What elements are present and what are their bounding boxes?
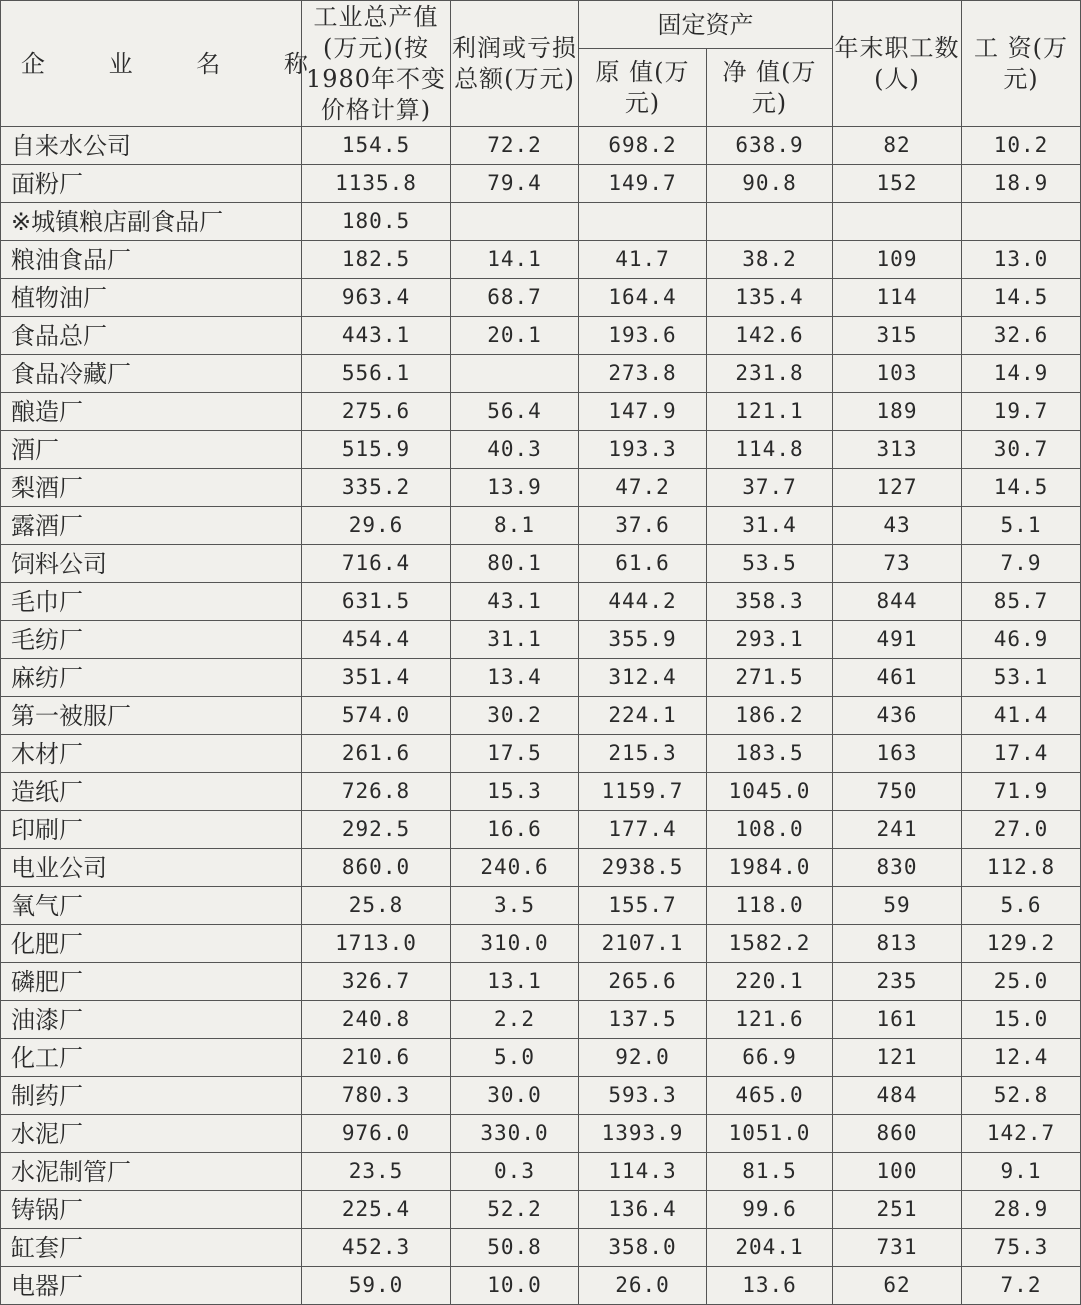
cell-year-end-workers: 127 — [833, 469, 962, 507]
cell-net-value: 13.6 — [707, 1267, 833, 1305]
cell-profit-loss: 80.1 — [451, 545, 579, 583]
cell-original-value: 193.3 — [579, 431, 707, 469]
cell-wages: 25.0 — [962, 963, 1081, 1001]
header-net-value: 净 值(万元) — [707, 49, 833, 127]
table-row — [1, 735, 1081, 773]
cell-net-value: 135.4 — [707, 279, 833, 317]
cell-wages: 14.5 — [962, 469, 1081, 507]
table-row — [1, 507, 1081, 545]
cell-industrial-output: 335.2 — [302, 469, 451, 507]
header-wages: 工 资(万元) — [962, 1, 1081, 127]
header-original-value: 原 值(万元) — [579, 49, 707, 127]
cell-year-end-workers: 121 — [833, 1039, 962, 1077]
cell-year-end-workers: 235 — [833, 963, 962, 1001]
cell-profit-loss: 17.5 — [451, 735, 579, 773]
cell-industrial-output: 716.4 — [302, 545, 451, 583]
cell-wages: 12.4 — [962, 1039, 1081, 1077]
cell-year-end-workers: 109 — [833, 241, 962, 279]
cell-industrial-output: 180.5 — [302, 203, 451, 241]
cell-profit-loss: 8.1 — [451, 507, 579, 545]
cell-profit-loss: 40.3 — [451, 431, 579, 469]
cell-net-value: 638.9 — [707, 127, 833, 165]
cell-net-value: 121.6 — [707, 1001, 833, 1039]
cell-profit-loss: 5.0 — [451, 1039, 579, 1077]
cell-original-value: 355.9 — [579, 621, 707, 659]
cell-wages: 14.5 — [962, 279, 1081, 317]
cell-year-end-workers: 62 — [833, 1267, 962, 1305]
table-row — [1, 1039, 1081, 1077]
cell-enterprise-name: 水泥厂 — [1, 1115, 302, 1153]
cell-profit-loss: 72.2 — [451, 127, 579, 165]
table-row — [1, 583, 1081, 621]
cell-industrial-output: 23.5 — [302, 1153, 451, 1191]
cell-original-value: 273.8 — [579, 355, 707, 393]
cell-original-value: 155.7 — [579, 887, 707, 925]
cell-profit-loss: 79.4 — [451, 165, 579, 203]
cell-industrial-output: 292.5 — [302, 811, 451, 849]
cell-industrial-output: 240.8 — [302, 1001, 451, 1039]
cell-net-value: 183.5 — [707, 735, 833, 773]
cell-wages: 7.9 — [962, 545, 1081, 583]
table-row — [1, 1001, 1081, 1039]
cell-industrial-output: 225.4 — [302, 1191, 451, 1229]
cell-industrial-output: 780.3 — [302, 1077, 451, 1115]
cell-net-value: 358.3 — [707, 583, 833, 621]
cell-net-value: 142.6 — [707, 317, 833, 355]
cell-net-value: 114.8 — [707, 431, 833, 469]
cell-industrial-output: 210.6 — [302, 1039, 451, 1077]
cell-profit-loss: 31.1 — [451, 621, 579, 659]
cell-enterprise-name: 制药厂 — [1, 1077, 302, 1115]
cell-enterprise-name: 毛纺厂 — [1, 621, 302, 659]
cell-wages: 46.9 — [962, 621, 1081, 659]
header-fixed-assets: 固定资产 — [579, 1, 833, 49]
cell-original-value: 312.4 — [579, 659, 707, 697]
cell-enterprise-name: 缸套厂 — [1, 1229, 302, 1267]
cell-industrial-output: 326.7 — [302, 963, 451, 1001]
cell-original-value: 698.2 — [579, 127, 707, 165]
cell-industrial-output: 454.4 — [302, 621, 451, 659]
cell-year-end-workers: 461 — [833, 659, 962, 697]
cell-original-value: 164.4 — [579, 279, 707, 317]
cell-year-end-workers: 59 — [833, 887, 962, 925]
cell-industrial-output: 452.3 — [302, 1229, 451, 1267]
cell-original-value: 2107.1 — [579, 925, 707, 963]
cell-wages: 142.7 — [962, 1115, 1081, 1153]
cell-original-value: 41.7 — [579, 241, 707, 279]
cell-net-value — [707, 203, 833, 241]
table-row — [1, 203, 1081, 241]
cell-profit-loss: 0.3 — [451, 1153, 579, 1191]
cell-original-value: 47.2 — [579, 469, 707, 507]
cell-net-value: 81.5 — [707, 1153, 833, 1191]
cell-year-end-workers: 844 — [833, 583, 962, 621]
cell-industrial-output: 976.0 — [302, 1115, 451, 1153]
cell-wages: 30.7 — [962, 431, 1081, 469]
table-row — [1, 697, 1081, 735]
cell-wages: 71.9 — [962, 773, 1081, 811]
cell-wages: 9.1 — [962, 1153, 1081, 1191]
cell-wages: 129.2 — [962, 925, 1081, 963]
cell-net-value: 90.8 — [707, 165, 833, 203]
cell-industrial-output: 1713.0 — [302, 925, 451, 963]
table-row — [1, 431, 1081, 469]
cell-original-value: 149.7 — [579, 165, 707, 203]
table-row — [1, 317, 1081, 355]
cell-original-value: 193.6 — [579, 317, 707, 355]
cell-year-end-workers: 813 — [833, 925, 962, 963]
cell-profit-loss: 52.2 — [451, 1191, 579, 1229]
cell-year-end-workers: 161 — [833, 1001, 962, 1039]
cell-industrial-output: 860.0 — [302, 849, 451, 887]
cell-net-value: 38.2 — [707, 241, 833, 279]
cell-net-value: 204.1 — [707, 1229, 833, 1267]
cell-year-end-workers — [833, 203, 962, 241]
cell-wages: 15.0 — [962, 1001, 1081, 1039]
cell-wages: 5.6 — [962, 887, 1081, 925]
cell-enterprise-name: ※城镇粮店副食品厂 — [1, 203, 302, 241]
cell-enterprise-name: 梨酒厂 — [1, 469, 302, 507]
cell-enterprise-name: 化肥厂 — [1, 925, 302, 963]
cell-profit-loss: 10.0 — [451, 1267, 579, 1305]
table-row — [1, 621, 1081, 659]
cell-wages: 28.9 — [962, 1191, 1081, 1229]
table-row — [1, 849, 1081, 887]
cell-wages: 85.7 — [962, 583, 1081, 621]
header-enterprise-name: 企 业 名 称 — [1, 1, 302, 127]
cell-enterprise-name: 铸锅厂 — [1, 1191, 302, 1229]
cell-year-end-workers: 315 — [833, 317, 962, 355]
cell-industrial-output: 726.8 — [302, 773, 451, 811]
cell-enterprise-name: 木材厂 — [1, 735, 302, 773]
cell-original-value: 61.6 — [579, 545, 707, 583]
cell-wages: 7.2 — [962, 1267, 1081, 1305]
cell-wages: 17.4 — [962, 735, 1081, 773]
cell-net-value: 37.7 — [707, 469, 833, 507]
cell-year-end-workers: 103 — [833, 355, 962, 393]
table-row — [1, 1153, 1081, 1191]
cell-wages: 27.0 — [962, 811, 1081, 849]
cell-net-value: 1984.0 — [707, 849, 833, 887]
cell-original-value: 1393.9 — [579, 1115, 707, 1153]
cell-original-value: 215.3 — [579, 735, 707, 773]
cell-profit-loss: 2.2 — [451, 1001, 579, 1039]
table-body — [1, 127, 1081, 1305]
cell-net-value: 31.4 — [707, 507, 833, 545]
cell-profit-loss: 330.0 — [451, 1115, 579, 1153]
cell-wages: 32.6 — [962, 317, 1081, 355]
cell-profit-loss: 13.1 — [451, 963, 579, 1001]
cell-wages: 14.9 — [962, 355, 1081, 393]
cell-year-end-workers: 484 — [833, 1077, 962, 1115]
table-row — [1, 811, 1081, 849]
cell-wages: 13.0 — [962, 241, 1081, 279]
cell-wages: 19.7 — [962, 393, 1081, 431]
cell-enterprise-name: 植物油厂 — [1, 279, 302, 317]
cell-enterprise-name: 电器厂 — [1, 1267, 302, 1305]
cell-year-end-workers: 189 — [833, 393, 962, 431]
cell-original-value — [579, 203, 707, 241]
cell-enterprise-name: 化工厂 — [1, 1039, 302, 1077]
cell-enterprise-name: 食品冷藏厂 — [1, 355, 302, 393]
cell-wages: 112.8 — [962, 849, 1081, 887]
cell-profit-loss: 56.4 — [451, 393, 579, 431]
cell-net-value: 66.9 — [707, 1039, 833, 1077]
cell-profit-loss: 50.8 — [451, 1229, 579, 1267]
table-row — [1, 925, 1081, 963]
cell-year-end-workers: 313 — [833, 431, 962, 469]
cell-original-value: 114.3 — [579, 1153, 707, 1191]
cell-profit-loss — [451, 203, 579, 241]
cell-industrial-output: 351.4 — [302, 659, 451, 697]
header-year-end-workers: 年末职工数(人) — [833, 1, 962, 127]
cell-enterprise-name: 麻纺厂 — [1, 659, 302, 697]
cell-original-value: 1159.7 — [579, 773, 707, 811]
cell-profit-loss — [451, 355, 579, 393]
cell-industrial-output: 556.1 — [302, 355, 451, 393]
cell-industrial-output: 154.5 — [302, 127, 451, 165]
cell-original-value: 224.1 — [579, 697, 707, 735]
cell-original-value: 593.3 — [579, 1077, 707, 1115]
cell-wages: 18.9 — [962, 165, 1081, 203]
cell-year-end-workers: 100 — [833, 1153, 962, 1191]
table-row — [1, 887, 1081, 925]
cell-original-value: 137.5 — [579, 1001, 707, 1039]
cell-year-end-workers: 436 — [833, 697, 962, 735]
cell-enterprise-name: 食品总厂 — [1, 317, 302, 355]
cell-enterprise-name: 电业公司 — [1, 849, 302, 887]
cell-industrial-output: 261.6 — [302, 735, 451, 773]
cell-year-end-workers: 750 — [833, 773, 962, 811]
cell-original-value: 177.4 — [579, 811, 707, 849]
header-profit-loss: 利润或亏损总额(万元) — [451, 1, 579, 127]
cell-industrial-output: 275.6 — [302, 393, 451, 431]
cell-profit-loss: 16.6 — [451, 811, 579, 849]
table-row — [1, 127, 1081, 165]
cell-industrial-output: 515.9 — [302, 431, 451, 469]
cell-profit-loss: 13.4 — [451, 659, 579, 697]
cell-enterprise-name: 油漆厂 — [1, 1001, 302, 1039]
cell-wages: 41.4 — [962, 697, 1081, 735]
cell-industrial-output: 1135.8 — [302, 165, 451, 203]
cell-industrial-output: 25.8 — [302, 887, 451, 925]
cell-profit-loss: 14.1 — [451, 241, 579, 279]
cell-original-value: 26.0 — [579, 1267, 707, 1305]
cell-net-value: 53.5 — [707, 545, 833, 583]
cell-enterprise-name: 毛巾厂 — [1, 583, 302, 621]
cell-original-value: 37.6 — [579, 507, 707, 545]
cell-net-value: 465.0 — [707, 1077, 833, 1115]
cell-profit-loss: 310.0 — [451, 925, 579, 963]
cell-year-end-workers: 251 — [833, 1191, 962, 1229]
cell-net-value: 293.1 — [707, 621, 833, 659]
cell-wages: 53.1 — [962, 659, 1081, 697]
cell-net-value: 271.5 — [707, 659, 833, 697]
cell-enterprise-name: 第一被服厂 — [1, 697, 302, 735]
cell-original-value: 358.0 — [579, 1229, 707, 1267]
cell-year-end-workers: 73 — [833, 545, 962, 583]
table-row — [1, 1077, 1081, 1115]
cell-industrial-output: 29.6 — [302, 507, 451, 545]
table-row — [1, 1191, 1081, 1229]
cell-year-end-workers: 163 — [833, 735, 962, 773]
table-row — [1, 393, 1081, 431]
cell-original-value: 92.0 — [579, 1039, 707, 1077]
cell-wages: 5.1 — [962, 507, 1081, 545]
cell-net-value: 108.0 — [707, 811, 833, 849]
cell-industrial-output: 631.5 — [302, 583, 451, 621]
cell-year-end-workers: 114 — [833, 279, 962, 317]
cell-profit-loss: 13.9 — [451, 469, 579, 507]
cell-enterprise-name: 酿造厂 — [1, 393, 302, 431]
cell-net-value: 99.6 — [707, 1191, 833, 1229]
cell-industrial-output: 59.0 — [302, 1267, 451, 1305]
cell-net-value: 186.2 — [707, 697, 833, 735]
table-row — [1, 1229, 1081, 1267]
cell-enterprise-name: 印刷厂 — [1, 811, 302, 849]
cell-year-end-workers: 731 — [833, 1229, 962, 1267]
cell-year-end-workers: 860 — [833, 1115, 962, 1153]
table-row — [1, 545, 1081, 583]
cell-industrial-output: 963.4 — [302, 279, 451, 317]
cell-enterprise-name: 自来水公司 — [1, 127, 302, 165]
cell-enterprise-name: 粮油食品厂 — [1, 241, 302, 279]
table-row — [1, 469, 1081, 507]
cell-industrial-output: 574.0 — [302, 697, 451, 735]
cell-enterprise-name: 面粉厂 — [1, 165, 302, 203]
cell-year-end-workers: 82 — [833, 127, 962, 165]
table-row — [1, 1267, 1081, 1305]
cell-year-end-workers: 43 — [833, 507, 962, 545]
cell-original-value: 265.6 — [579, 963, 707, 1001]
cell-wages — [962, 203, 1081, 241]
cell-net-value: 231.8 — [707, 355, 833, 393]
table-row — [1, 355, 1081, 393]
cell-net-value: 1051.0 — [707, 1115, 833, 1153]
cell-net-value: 118.0 — [707, 887, 833, 925]
cell-industrial-output: 182.5 — [302, 241, 451, 279]
cell-year-end-workers: 830 — [833, 849, 962, 887]
cell-original-value: 136.4 — [579, 1191, 707, 1229]
cell-net-value: 121.1 — [707, 393, 833, 431]
cell-enterprise-name: 饲料公司 — [1, 545, 302, 583]
cell-profit-loss: 15.3 — [451, 773, 579, 811]
table-row — [1, 773, 1081, 811]
cell-profit-loss: 68.7 — [451, 279, 579, 317]
cell-year-end-workers: 152 — [833, 165, 962, 203]
cell-enterprise-name: 水泥制管厂 — [1, 1153, 302, 1191]
header-industrial-output: 工业总产值(万元)(按1980年不变价格计算) — [302, 1, 451, 127]
cell-original-value: 147.9 — [579, 393, 707, 431]
cell-profit-loss: 20.1 — [451, 317, 579, 355]
cell-wages: 75.3 — [962, 1229, 1081, 1267]
cell-enterprise-name: 氧气厂 — [1, 887, 302, 925]
cell-year-end-workers: 241 — [833, 811, 962, 849]
cell-wages: 10.2 — [962, 127, 1081, 165]
cell-enterprise-name: 酒厂 — [1, 431, 302, 469]
table-row — [1, 241, 1081, 279]
cell-profit-loss: 30.0 — [451, 1077, 579, 1115]
table-row — [1, 1115, 1081, 1153]
table-row — [1, 279, 1081, 317]
table-row — [1, 659, 1081, 697]
cell-profit-loss: 240.6 — [451, 849, 579, 887]
cell-industrial-output: 443.1 — [302, 317, 451, 355]
cell-profit-loss: 30.2 — [451, 697, 579, 735]
cell-profit-loss: 43.1 — [451, 583, 579, 621]
cell-original-value: 444.2 — [579, 583, 707, 621]
cell-wages: 52.8 — [962, 1077, 1081, 1115]
cell-net-value: 1582.2 — [707, 925, 833, 963]
cell-year-end-workers: 491 — [833, 621, 962, 659]
cell-net-value: 220.1 — [707, 963, 833, 1001]
cell-enterprise-name: 造纸厂 — [1, 773, 302, 811]
table-header — [1, 1, 1081, 127]
cell-net-value: 1045.0 — [707, 773, 833, 811]
cell-profit-loss: 3.5 — [451, 887, 579, 925]
table-row — [1, 963, 1081, 1001]
cell-original-value: 2938.5 — [579, 849, 707, 887]
cell-enterprise-name: 磷肥厂 — [1, 963, 302, 1001]
cell-enterprise-name: 露酒厂 — [1, 507, 302, 545]
table-row — [1, 165, 1081, 203]
